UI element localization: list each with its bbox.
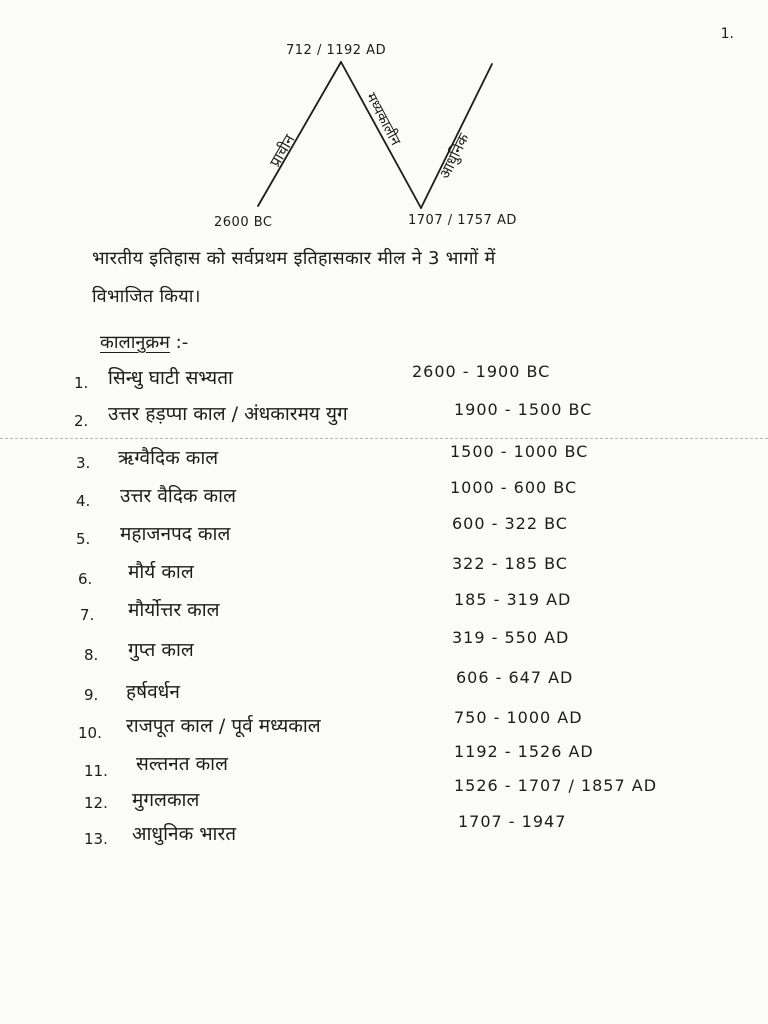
item-number: 10. [78,724,102,742]
period-dates: 606 - 647 AD [456,668,574,687]
chronology-heading [100,330,188,354]
period-dates: 322 - 185 BC [452,554,568,573]
item-number: 7. [80,606,95,624]
list-item [0,812,768,862]
list-item [0,668,768,712]
medieval-segment-line [341,62,421,208]
period-dates: 1500 - 1000 BC [450,442,589,461]
period-name: महाजनपद काल [120,523,231,545]
item-number: 12. [84,794,108,812]
item-number: 6. [78,570,93,588]
list-item [0,556,768,592]
period-dates: 1192 - 1526 AD [454,742,594,761]
period-name: आधुनिक भारत [132,823,237,845]
peak-date-label: 712 / 1192 AD [286,43,387,58]
ancient-segment-line [258,62,341,206]
period-name: ऋग्वैदिक काल [118,447,219,469]
start-date-label: 2600 BC [214,215,273,230]
period-name: राजपूत काल / पूर्व मध्यकाल [126,715,321,737]
period-name: मौर्य काल [128,561,194,583]
list-item [0,478,768,514]
list-item [0,590,768,630]
list-item [0,360,768,396]
item-number: 3. [76,454,91,472]
period-dates: 600 - 322 BC [452,514,568,533]
list-item [0,776,768,826]
period-name: उत्तर वैदिक काल [120,485,236,507]
item-number: 9. [84,686,99,704]
list-item [0,708,768,752]
list-item [0,440,768,476]
modern-period-label: आधुनिक [435,130,473,182]
period-dates: 750 - 1000 AD [454,708,583,727]
period-name: सिन्धु घाटी सभ्यता [108,367,233,389]
trough-date-label: 1707 / 1757 AD [408,213,517,228]
ancient-period-label: प्राचीन [265,131,299,170]
period-name: उत्तर हड़प्पा काल / अंधकारमय युग [108,403,348,425]
period-dates: 1526 - 1707 / 1857 AD [454,776,658,795]
item-number: 5. [76,530,91,548]
list-item [0,516,768,552]
period-name: सल्तनत काल [136,753,228,775]
chronology-title-suffix: :- [169,332,189,353]
period-name: गुप्त काल [128,639,194,661]
period-name: हर्षवर्धन [126,681,180,703]
intro-line-1: भारतीय इतिहास को सर्वप्रथम इतिहासकार मील ने 3 भागों में [92,248,496,269]
item-number: 1. [74,374,89,392]
intro-line-2: विभाजित किया। [92,286,201,307]
intro-paragraph [92,240,712,316]
period-name: मौर्योत्तर काल [128,599,220,621]
page-number: 1. [720,26,734,42]
period-dates: 2600 - 1900 BC [412,362,551,381]
page-fold-line [0,438,768,439]
item-number: 8. [84,646,99,664]
period-timeline-diagram [0,0,768,240]
list-item [0,628,768,670]
period-dates: 1707 - 1947 [458,812,567,831]
period-dates: 185 - 319 AD [454,590,572,609]
list-item [0,398,768,434]
period-dates: 1900 - 1500 BC [454,400,593,419]
item-number: 13. [84,830,108,848]
chronology-title: कालानुक्रम [100,332,170,353]
item-number: 4. [76,492,91,510]
item-number: 11. [84,762,108,780]
period-dates: 319 - 550 AD [452,628,570,647]
period-dates: 1000 - 600 BC [450,478,578,497]
item-number: 2. [74,412,89,430]
period-name: मुगलकाल [132,789,200,811]
medieval-period-label: मध्यकालीन [362,90,404,149]
